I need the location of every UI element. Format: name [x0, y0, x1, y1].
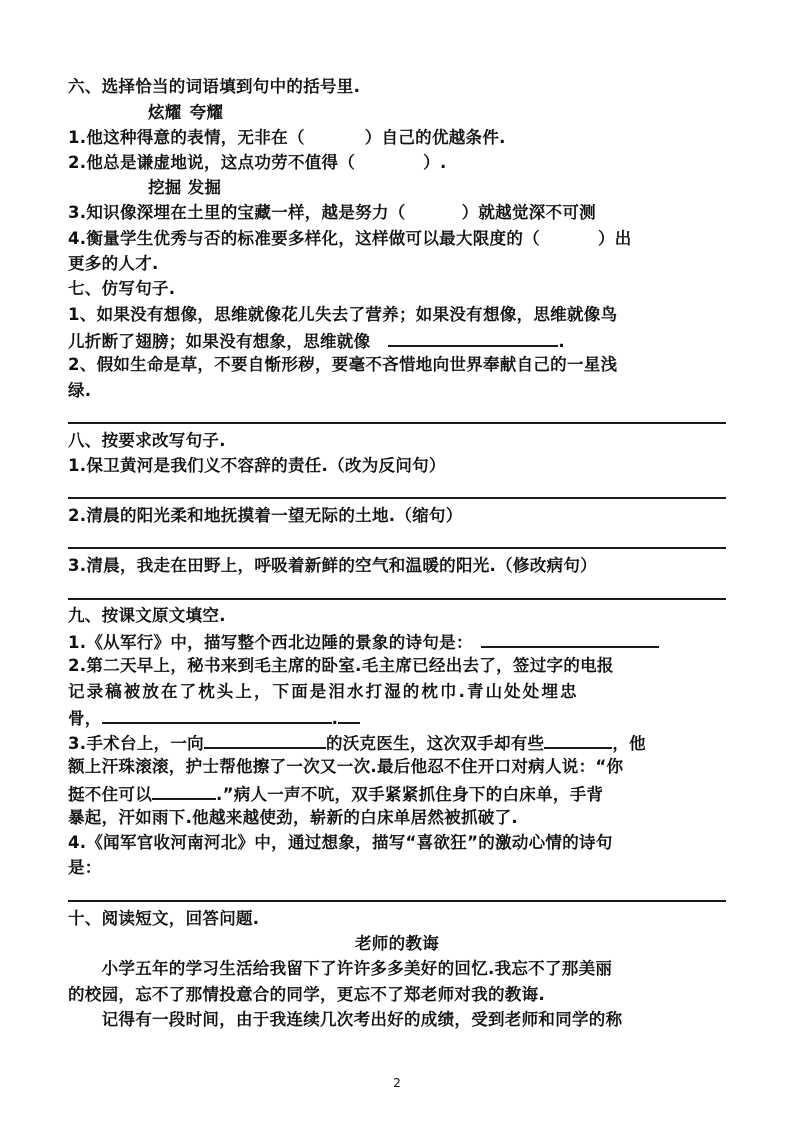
s9-question-4-line-1: 4.《闻军官收河南河北》中，通过想象，描写“喜欲狂”的激动心情的诗句	[68, 833, 613, 852]
s9-q3-text-c: ，他	[612, 734, 646, 753]
s7-question-2-line-1: 2、假如生命是草，不要自惭形秽，要毫不吝惜地向世界奉献自己的一星浅	[68, 355, 618, 374]
page-number: 2	[393, 1076, 401, 1090]
s7-question-1-line-2	[68, 329, 565, 353]
s9-q1-text: 1.《从军行》中，描写整个西北边陲的景象的诗句是：	[68, 633, 473, 652]
s6-q3-text-b: ）就越觉深不可测	[461, 203, 596, 222]
s6-q4-text-b: ）出	[597, 229, 632, 248]
answer-line[interactable]	[68, 422, 726, 424]
s9-question-4-line-2: 是：	[68, 858, 102, 877]
s6-q3-text-a: 3.知识像深埋在土里的宝藏一样，越是努力（	[68, 203, 406, 222]
fill-blank[interactable]	[102, 706, 332, 724]
answer-line[interactable]	[68, 497, 726, 499]
fill-blank[interactable]	[152, 782, 216, 800]
fill-blank[interactable]	[544, 731, 612, 749]
fill-blank[interactable]	[204, 731, 326, 749]
s6-question-4-cont: 更多的人才.	[68, 254, 159, 273]
s9-question-3-line-1	[68, 731, 646, 755]
section-6-heading: 六、选择恰当的词语填到句中的括号里.	[68, 77, 361, 96]
s7-q1-end: .	[558, 332, 565, 351]
s9-q3-text-e: .”病人一声不吭，双手紧紧抓住身下的白床单，手背	[216, 785, 604, 804]
s6-q1-text-a: 1.他这种得意的表情，无非在（	[68, 128, 305, 147]
section-8-heading: 八、按要求改写句子.	[68, 431, 226, 450]
s9-question-2-line-2: 记录稿被放在了枕头上，下面是泪水打湿的枕巾.青山处处埋忠	[68, 682, 579, 701]
fill-blank[interactable]	[388, 329, 558, 347]
reading-title: 老师的教诲	[355, 934, 439, 953]
s8-question-2: 2.清晨的阳光柔和地抚摸着一望无际的土地.（缩句）	[68, 506, 463, 525]
s9-question-1	[68, 630, 659, 654]
s9-question-2-line-3	[68, 706, 360, 730]
section-10-heading: 十、阅读短文，回答问题.	[68, 909, 260, 928]
s6-q2-text-b: ）.	[423, 153, 447, 172]
s9-question-2-line-1: 2.第二天早上，秘书来到毛主席的卧室.毛主席已经出去了，签过字的电报	[68, 656, 614, 675]
reading-paragraph-1-line-1: 小学五年的学习生活给我留下了许许多多美好的回忆.我忘不了那美丽	[68, 959, 613, 978]
s6-q4-text-a: 4.衡量学生优秀与否的标准要多样化，这样做可以最大限度的（	[68, 229, 540, 248]
s6-question-1	[68, 127, 506, 149]
s6-question-4	[68, 228, 632, 250]
s9-question-3-line-3	[68, 782, 603, 806]
s9-q3-text-b: 的沃克医生，这次双手却有些	[325, 734, 545, 753]
section-9-heading: 九、按课文原文填空.	[68, 606, 226, 625]
s9-question-3-line-2: 额上汗珠滚滚，护士帮他擦了一次又一次.最后他忍不住开口对病人说：“你	[68, 757, 624, 776]
reading-paragraph-1-line-2: 的校园，忘不了那情投意合的同学，更忘不了郑老师对我的教诲.	[68, 985, 545, 1004]
answer-line[interactable]	[68, 547, 726, 549]
fill-blank[interactable]	[481, 630, 659, 648]
section-7-heading: 七、仿写句子.	[68, 279, 176, 298]
s9-q2-end: .	[331, 709, 339, 728]
s6-question-3	[68, 202, 596, 224]
answer-line[interactable]	[68, 900, 726, 902]
s6-question-2	[68, 152, 447, 174]
s9-q3-text-d: 挺不住可以	[68, 785, 152, 804]
answer-line[interactable]	[68, 598, 726, 600]
fill-blank[interactable]	[338, 706, 360, 724]
s6-q2-text-a: 2.他总是谦虚地说，这点功劳不值得（	[68, 153, 356, 172]
word-choice-pair-2: 挖掘 发掘	[148, 178, 222, 197]
s7-question-2-line-2: 绿.	[68, 381, 92, 400]
s9-q2-text: 骨，	[68, 709, 102, 728]
s9-question-3-line-4: 暴起，汗如雨下.他越来越使劲，崭新的白床单居然被抓破了.	[68, 808, 518, 827]
s9-q3-text-a: 3.手术台上，一向	[68, 734, 204, 753]
s8-question-3: 3.清晨，我走在田野上，呼吸着新鲜的空气和温暖的阳光.（修改病句）	[68, 556, 597, 575]
s6-q1-text-b: ）自己的优越条件.	[364, 128, 506, 147]
s8-question-1: 1.保卫黄河是我们义不容辞的责任.（改为反问句）	[68, 456, 446, 475]
s7-q1-text: 儿折断了翅膀；如果没有想象，思维就像	[68, 332, 371, 351]
s7-question-1-line-1: 1、如果没有想像，思维就像花儿失去了营养；如果没有想像，思维就像鸟	[68, 305, 618, 324]
word-choice-pair-1: 炫耀 夸耀	[148, 103, 224, 122]
reading-paragraph-2-line-1: 记得有一段时间，由于我连续几次考出好的成绩，受到老师和同学的称	[68, 1010, 623, 1029]
